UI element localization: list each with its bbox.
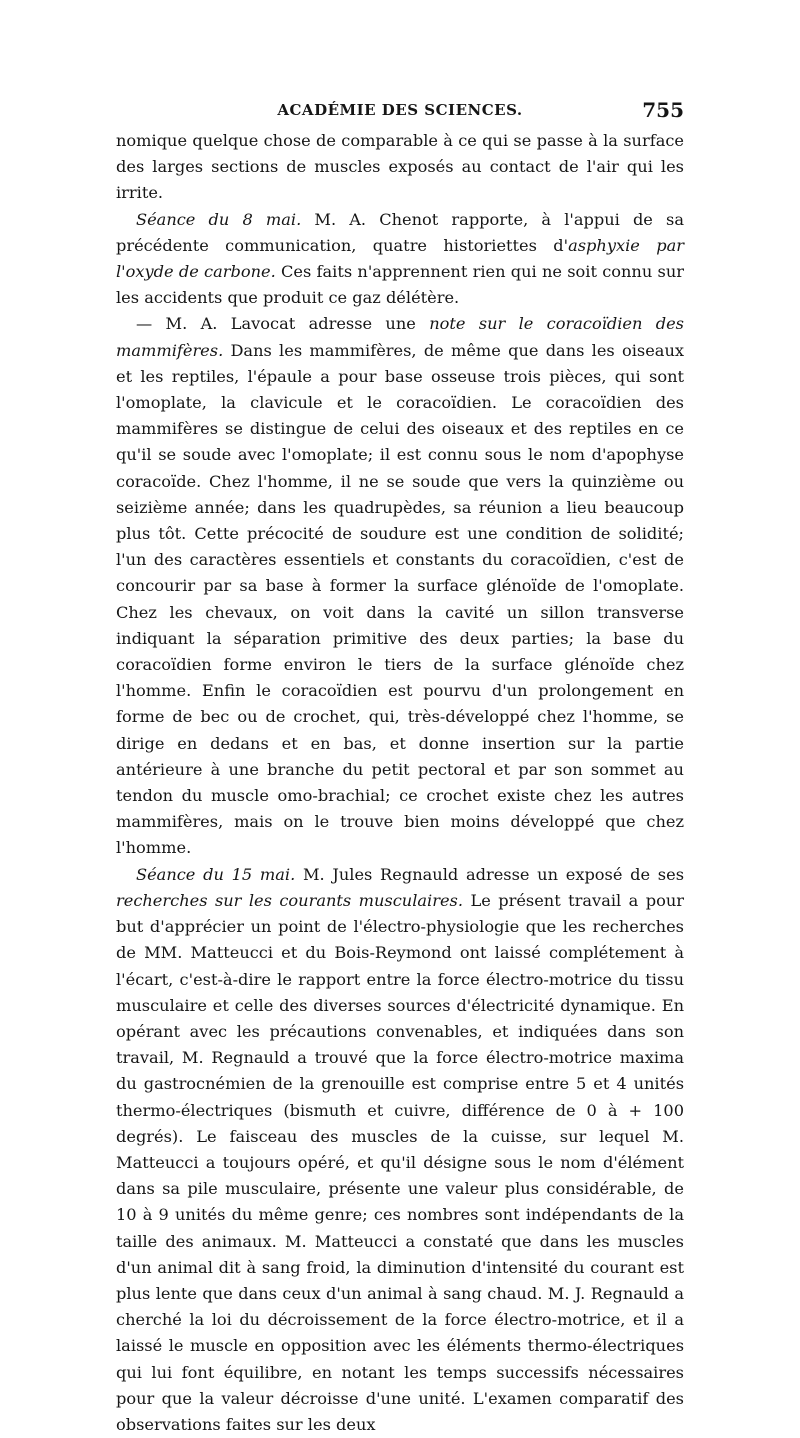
session-heading: Séance du 15 mai. xyxy=(136,864,296,884)
paragraph-text: Ces faits n'apprennent rien qui ne soit connu sur les accidents que produit ce gaz délétère. xyxy=(116,262,684,308)
paragraph-text: Dans les mammifères, de même que dans les oiseaux et les reptiles, l'épaule a pour base osseuse trois pièces, qui sont l'omoplate, la clavicule et le coracoïdien. Le coracoïdien des mammifères se distingue de celui des oiseaux et des reptiles en ce qu'il se soude avec l'omoplate; il est connu sous le nom d'apophyse coracoïde. Chez l'homme, il ne se soude que vers la quinzième ou seizième année; dans les quadrupèdes, sa réunion a lieu beaucoup plus tôt. Cette précocité de soudure est une condition de solidité; l'un des caractères essentiels et constants du coracoïdien, c'est de concourir par sa base à former la surface glénoïde de l'omoplate. Chez les chevaux, on voit dans la cavité un sillon transverse indiquant la séparation primitive des deux parties; la base du coracoïdien forme environ le tiers de la surface glénoïde chez l'homme. Enfin le coracoïdien est pourvu d'un prolongement en forme de bec ou de crochet, qui, très-développé chez l'homme, se dirige en dedans et en bas, et donne insertion sur la partie antérieure à une branche du petit pectoral et par son sommet au tendon du muscle omo-brachial; ce crochet existe chez les autres mammifères, mais on le trouve bien moins développé que chez l'homme. xyxy=(116,340,684,858)
page-number: 755 xyxy=(642,98,684,122)
paragraph-continuation xyxy=(116,128,684,207)
session-heading: Séance du 8 mai. xyxy=(136,209,302,229)
page-body xyxy=(116,128,684,1438)
paragraph-lead: — M. A. Lavocat adresse une xyxy=(136,314,430,334)
work-title: note sur le coracoïdien des mammifères. xyxy=(116,314,684,360)
paragraph-seance-15-mai xyxy=(116,862,684,1438)
paragraph-text: M. A. Chenot rapporte, à l'appui de sa précédente communication, quatre historiettes d' xyxy=(116,209,684,255)
paragraph-text: Le présent travail a pour but d'apprécier un point de l'électro-physiologie que les recherches de MM. Matteucci et du Bois-Reymond ont laissé complétement à l'écart, c'est-à-dire le rapport entre la force électro-motrice du tissu musculaire et celle des diverses sources d'électricité dynamique. En opérant avec les précautions convenables, et indiquées dans son travail, M. Regnauld a trouvé que la force électro-motrice maxima du gastrocnémien de la grenouille est comprise entre 5 et 4 unités thermo-électriques (bismuth et cuivre, différence de 0 à + 100 degrés). Le faisceau des muscles de la cuisse, sur lequel M. Matteucci a toujours opéré, et qu'il désigne sous le nom d'élément dans sa pile musculaire, présente une valeur plus considérable, de 10 à 9 unités du même genre; ces nombres sont indépendants de la taille des animaux. M. Matteucci a constaté que dans les muscles d'un animal dit à sang froid, la diminution d'intensité du courant est plus lente que dans ceux d'un animal à sang chaud. M. J. Regnauld a cherché la loi du décroissement de la force électro-motrice, et il a laissé le muscle en opposition avec les éléments thermo-électriques qui lui font équilibre, en notant les temps successifs nécessaires pour que la valeur décroisse d'une unité. L'examen comparatif des observations faites sur les deux xyxy=(116,890,684,1434)
paragraph-text: nomique quelque chose de comparable à ce qui se passe à la surface des larges sections de muscles exposés au contact de l'air qui les irrite. xyxy=(116,131,684,203)
paragraph-seance-8-mai xyxy=(116,207,684,312)
work-title: asphyxie par l'oxyde de carbone. xyxy=(116,235,684,282)
work-title: recherches sur les courants musculaires. xyxy=(116,890,464,910)
paragraph-lavocat xyxy=(116,311,684,861)
page-header xyxy=(116,98,684,122)
paragraph-text: M. Jules Regnauld adresse un exposé de ses xyxy=(295,864,684,884)
running-head: ACADÉMIE DES SCIENCES. xyxy=(277,101,523,119)
